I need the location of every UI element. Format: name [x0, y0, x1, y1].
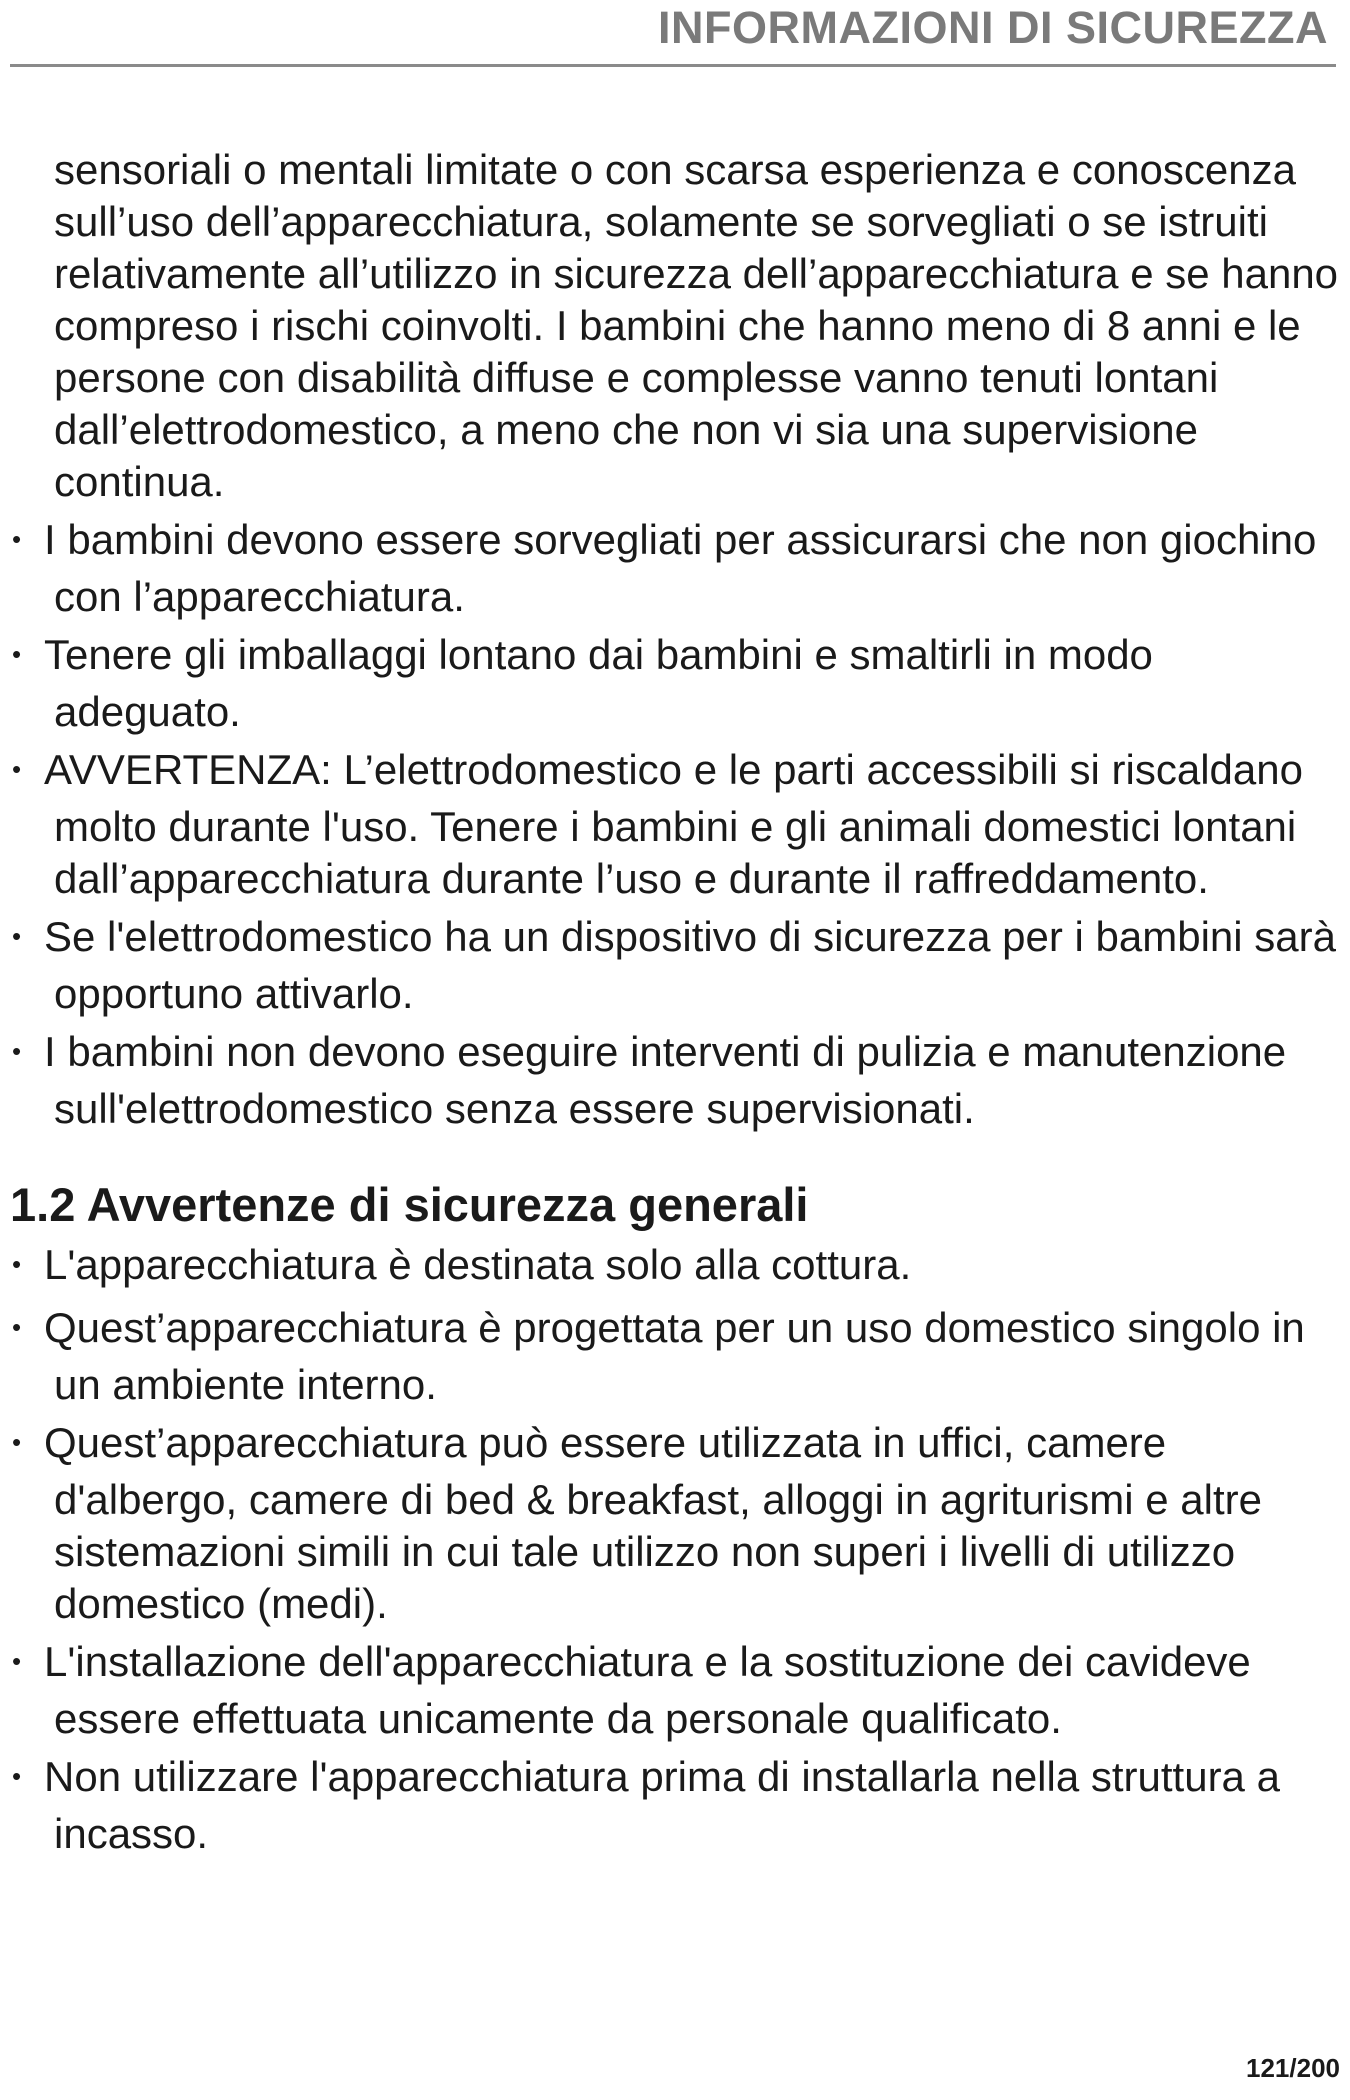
list-item: • I bambini devono essere sorvegliati per assicurarsi che non giochino con l’apparecchiatura. [0, 514, 1350, 623]
list-item: • Tenere gli imballaggi lontano dai bambini e smaltirli in modo adeguato. [0, 629, 1350, 738]
list-item: • AVVERTENZA: L’elettrodomestico e le parti accessibili si riscaldano molto durante l'uso. Tenere i bambini e gli animali domestici lontani dall’apparecchiatura durante l’uso e durante il raffreddamento. [0, 744, 1350, 905]
list-item: • L'installazione dell'apparecchiatura e la sostituzione dei cavideve essere effettuata unicamente da personale qualificato. [0, 1636, 1350, 1745]
list-item: • Non utilizzare l'apparecchiatura prima di installarla nella struttura a incasso. [0, 1751, 1350, 1860]
list-item: • Quest’apparecchiatura è progettata per un uso domestico singolo in un ambiente interno. [0, 1302, 1350, 1411]
list-item: • L'apparecchiatura è destinata solo alla cottura. [0, 1239, 1350, 1296]
header-title: INFORMAZIONI DI SICUREZZA [658, 2, 1328, 53]
page-number: 121/200 [1246, 2053, 1340, 2083]
section-heading: 1.2 Avvertenze di sicurezza generali [10, 1178, 809, 1231]
list-item: • Se l'elettrodomestico ha un dispositivo di sicurezza per i bambini sarà opportuno attivarlo. [0, 911, 1350, 1020]
list-item: • Quest’apparecchiatura può essere utilizzata in uffici, camere d'albergo, camere di bed & breakfast, alloggi in agriturismi e altre sistemazioni simili in cui tale utilizzo non superi i livelli di utilizzo domestico (medi). [0, 1417, 1350, 1630]
page-header [10, 0, 1336, 67]
page-content [0, 144, 1350, 1860]
list-item: • I bambini non devono eseguire interventi di pulizia e manutenzione sull'elettrodomestico senza essere supervisionati. [0, 1026, 1350, 1135]
intro-paragraph: sensoriali o mentali limitate o con scarsa esperienza e conoscenza sull’uso dell’apparecchiatura, solamente se sorvegliati o se istruiti relativamente all’utilizzo in sicurezza dell’apparecchiatura e se hanno compreso i rischi coinvolti. I bambini che hanno meno di 8 anni e le persone con disabilità diffuse e complesse vanno tenuti lontani dall’elettrodomestico, a meno che non vi sia una supervisione continua. [54, 146, 1339, 505]
